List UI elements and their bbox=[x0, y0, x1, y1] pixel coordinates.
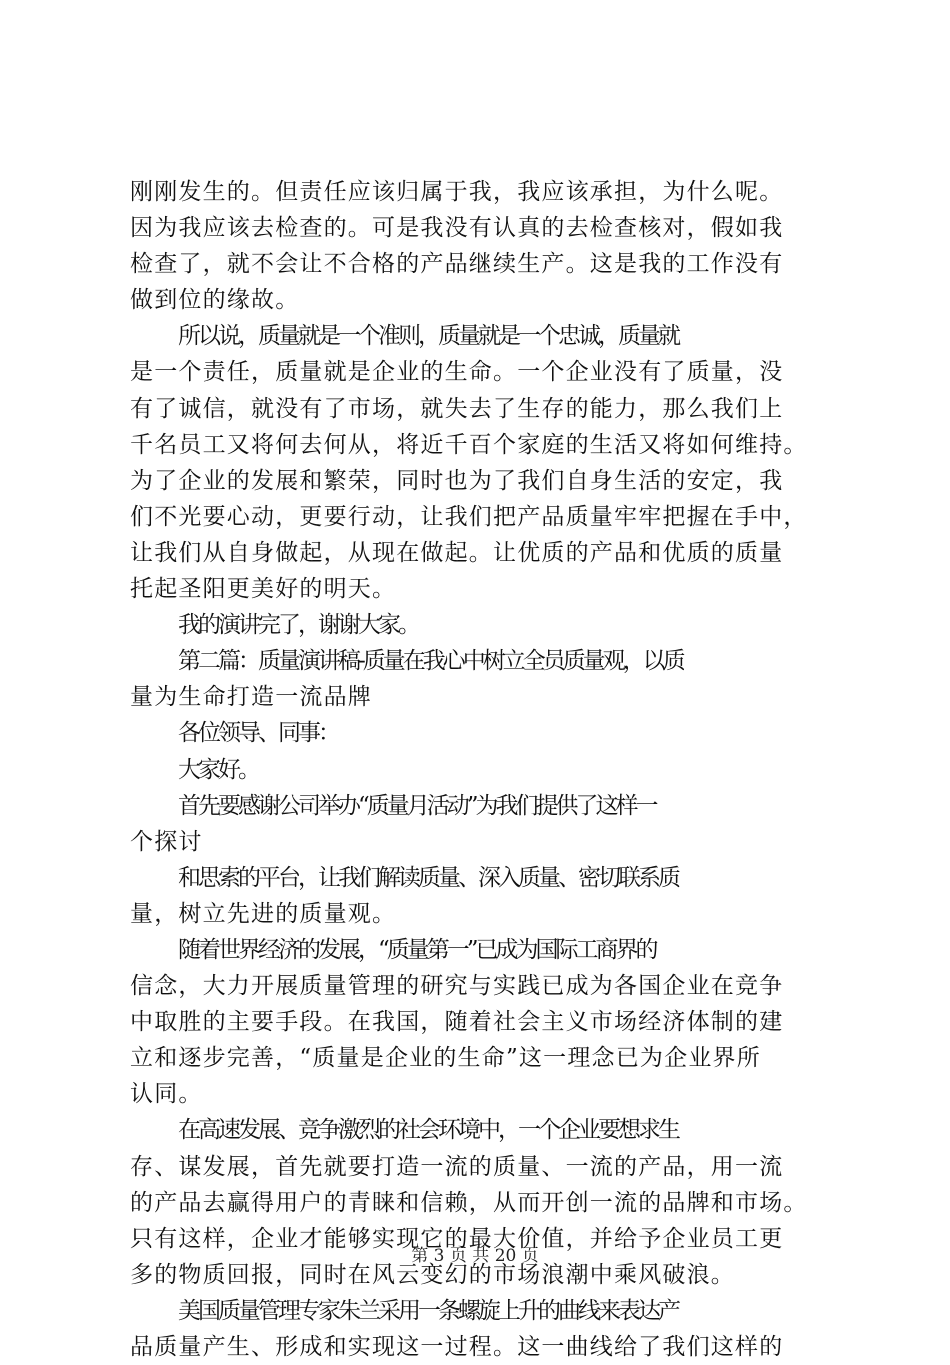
text-line: 是一个责任，质量就是企业的生命。一个企业没有了质量，没 bbox=[130, 359, 784, 386]
body-text bbox=[130, 174, 830, 1365]
text-line: 量，树立先进的质量观。 bbox=[130, 900, 397, 927]
text-line: 大家好。 bbox=[178, 756, 258, 783]
text-line: 和思索的平台，让我们解读质量、深入质量、密切联系质 bbox=[178, 864, 678, 891]
text-line: 量为生命打造一流品牌 bbox=[130, 684, 372, 711]
text-line: 品质量产生、形成和实现这一过程。这一曲线给了我们这样的 bbox=[130, 1334, 784, 1360]
text-line: 存、谋发展，首先就要打造一流的质量、一流的产品，用一流 bbox=[130, 1153, 784, 1180]
text-line: 第二篇：质量演讲稿-质量在我心中树立全员质量观，以质 bbox=[178, 648, 683, 675]
text-line: 中取胜的主要手段。在我国，随着社会主义市场经济体制的建 bbox=[130, 1009, 784, 1036]
text-line: 立和逐步完善，“质量是企业的生命”这一理念已为企业界所 bbox=[130, 1045, 761, 1072]
text-line: 随着世界经济的发展，“质量第一”已成为国际工商界的 bbox=[178, 936, 656, 963]
text-line: 多的物质回报，同时在风云变幻的市场浪潮中乘风破浪。 bbox=[130, 1261, 735, 1288]
text-line: 个探讨 bbox=[130, 828, 203, 855]
text-line: 首先要感谢公司举办“质量月活动”为我们提供了这样一 bbox=[178, 792, 656, 819]
text-line: 认同。 bbox=[130, 1081, 203, 1108]
text-line: 各位领导、同事： bbox=[178, 720, 338, 747]
text-line: 的产品去赢得用户的青睐和信赖，从而开创一流的品牌和市场。 bbox=[130, 1189, 808, 1216]
text-line: 检查了，就不会让不合格的产品继续生产。这是我的工作没有 bbox=[130, 251, 784, 278]
text-line: 托起圣阳更美好的明天。 bbox=[130, 576, 397, 603]
text-line: 美国质量管理专家朱兰采用一条螺旋上升的曲线来表达产 bbox=[178, 1297, 678, 1324]
text-line: 为了企业的发展和繁荣，同时也为了我们自身生活的安定，我 bbox=[130, 467, 784, 494]
page-footer: 第 3 页 共 20 页 bbox=[411, 1246, 539, 1266]
text-line: 只有这样，企业才能够实现它的最大价值，并给予企业员工更 bbox=[130, 1225, 784, 1252]
text-line: 所以说，质量就是一个准则，质量就是一个忠诚，质量就 bbox=[178, 323, 678, 350]
text-line: 让我们从自身做起，从现在做起。让优质的产品和优质的质量 bbox=[130, 539, 784, 566]
text-line: 千名员工又将何去何从，将近千百个家庭的生活又将如何维持。 bbox=[130, 431, 808, 458]
text-line: 们不光要心动，更要行动，让我们把产品质量牢牢把握在手中， bbox=[130, 503, 808, 530]
text-line: 因为我应该去检查的。可是我没有认真的去检查核对，假如我 bbox=[130, 215, 784, 242]
text-line: 我的演讲完了，谢谢大家。 bbox=[178, 612, 418, 639]
text-line: 有了诚信，就没有了市场，就失去了生存的能力，那么我们上 bbox=[130, 395, 784, 422]
text-line: 做到位的缘故。 bbox=[130, 287, 300, 314]
text-line: 刚刚发生的。但责任应该归属于我，我应该承担，为什么呢。 bbox=[130, 179, 784, 205]
text-line: 信念，大力开展质量管理的研究与实践已成为各国企业在竞争 bbox=[130, 973, 784, 1000]
text-line: 在高速发展、竞争激烈的社会环境中，一个企业要想求生 bbox=[178, 1117, 678, 1144]
